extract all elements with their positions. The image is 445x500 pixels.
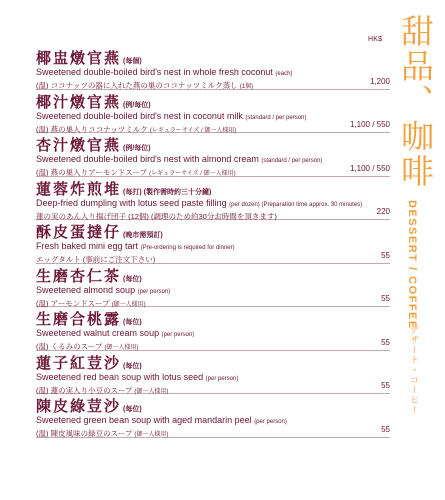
item-name-en: Sweetened green bean soup with aged mandarin peel — [36, 415, 252, 425]
item-name-en: Fresh baked mini egg tart — [36, 241, 139, 251]
item-name-cn: 椰盅燉官燕 — [36, 49, 122, 67]
item-name-jp: (温) 燕の巣入りアーモンドスープ — [36, 168, 148, 177]
item-price: 55 — [381, 337, 390, 347]
item-name-en: Sweetened red bean soup with lotus seed — [36, 371, 204, 382]
item-note-en: (standard / per person) — [245, 114, 307, 121]
item-note-en: (standard / per person) — [261, 158, 323, 164]
item-name-en: Sweetened almond soup — [36, 284, 136, 295]
item-name-cn: 陳皮綠荳沙 — [36, 397, 122, 415]
menu-item — [36, 307, 390, 351]
item-name-jp: (温) 陳皮風味の緑豆のスープ — [36, 429, 133, 438]
item-note-cn: (每打) (製作需時約三十分鐘) — [123, 188, 212, 196]
item-note-en: (per person) — [205, 375, 239, 382]
dessert-menu-list — [36, 36, 390, 438]
item-note-cn: (每位) — [123, 275, 142, 283]
item-name-cn: 生磨合桃露 — [36, 310, 122, 328]
item-note-en: (per person) — [254, 419, 287, 425]
item-price: 1,100 / 550 — [349, 120, 390, 129]
item-name-jp: (温) 燕の巣入りココナッツミルク — [36, 124, 148, 134]
item-name-jp: エッグタルト (事前にご注文下さい) — [36, 255, 156, 264]
menu-item — [36, 90, 390, 134]
item-price: 55 — [381, 424, 390, 434]
item-note-cn: (例/每位) — [123, 101, 151, 109]
item-note-cn: (例/每位) — [123, 145, 151, 152]
item-note-en: (each) — [275, 71, 293, 77]
item-note-cn: (每位) — [123, 406, 142, 413]
item-note-en: (per person) — [161, 332, 195, 338]
item-name-cn: 椰汁燉官燕 — [36, 92, 122, 111]
item-note-cn: (每個) — [123, 58, 142, 65]
item-price: 1,200 — [369, 76, 390, 86]
item-price: 55 — [381, 381, 390, 390]
item-note-en: (Pre-ordering is required for dinner) — [140, 245, 235, 251]
item-name-en: Sweetened double-boiled bird's nest in coconut milk — [36, 110, 243, 121]
menu-item — [36, 177, 390, 221]
item-note-jp: (御一人様用) — [111, 301, 146, 308]
item-name-cn: 杏汁燉官燕 — [36, 136, 122, 154]
item-price: 55 — [381, 294, 390, 303]
item-name-cn: 生磨杏仁茶 — [36, 266, 122, 285]
item-note-jp: (レギュラーサイズ / 御一人様用) — [149, 127, 237, 134]
menu-item — [36, 133, 390, 177]
item-note-jp: (御一人様用) — [134, 388, 169, 395]
item-note-jp: (レギュラーサイズ / 御一人様用) — [149, 171, 236, 177]
item-name-en: Deep-fried dumpling with lotus seed paste filling — [36, 197, 227, 208]
item-note-cn: (每位) — [123, 319, 142, 326]
item-name-jp: (温) 蓮の実入り小豆のスープ — [36, 385, 133, 395]
item-note-jp: (御一人様用) — [134, 432, 169, 438]
currency-label: HK$ — [368, 36, 383, 43]
item-note-cn: (每位) — [123, 362, 142, 370]
section-title-en: DESSERT / COFFEE — [406, 200, 418, 330]
item-name-en: Sweetened walnut cream soup — [36, 328, 160, 338]
item-name-cn: 蓮子紅荳沙 — [36, 353, 122, 372]
menu-item — [36, 351, 390, 395]
menu-item — [36, 46, 390, 90]
item-name-jp: (温) くるみのスープ — [36, 342, 103, 351]
item-note-en: (per person) — [137, 288, 171, 295]
item-note-cn: (晚市需預訂) — [123, 232, 163, 239]
item-name-en: Sweetened double-boiled bird's nest with almond cream — [36, 154, 259, 164]
menu-item — [36, 394, 390, 438]
item-name-cn: 酥皮蛋撻仔 — [36, 223, 122, 241]
section-title-cn: 甜品、咖啡 — [396, 14, 435, 189]
menu-item — [36, 264, 390, 308]
item-price: 55 — [381, 250, 390, 260]
item-name-jp: (温) ココナッツの器に入れた燕の巣のココナッツミルク蒸し — [36, 81, 238, 90]
item-note-jp: (御一人様用) — [104, 345, 139, 351]
item-price: 220 — [376, 207, 390, 216]
item-name-jp: 蓮の実のあん入り揚げ団子 (12個) (調理のため約30分お時間を頂きます) — [36, 211, 277, 221]
item-price: 1,100 / 550 — [349, 163, 390, 173]
item-name-jp: (温) アーモンドスープ — [36, 298, 110, 308]
item-name-en: Sweetened double-boiled bird's nest in whole fresh coconut — [36, 67, 273, 77]
item-name-cn: 蓮蓉炸煎堆 — [36, 179, 122, 198]
item-note-en: (per dozen) (Preparation time approx. 30 minutes) — [229, 201, 363, 208]
menu-item — [36, 220, 390, 264]
item-note-jp: (1個) — [239, 84, 254, 90]
section-title-jp: デザート・コーヒー — [409, 325, 419, 415]
